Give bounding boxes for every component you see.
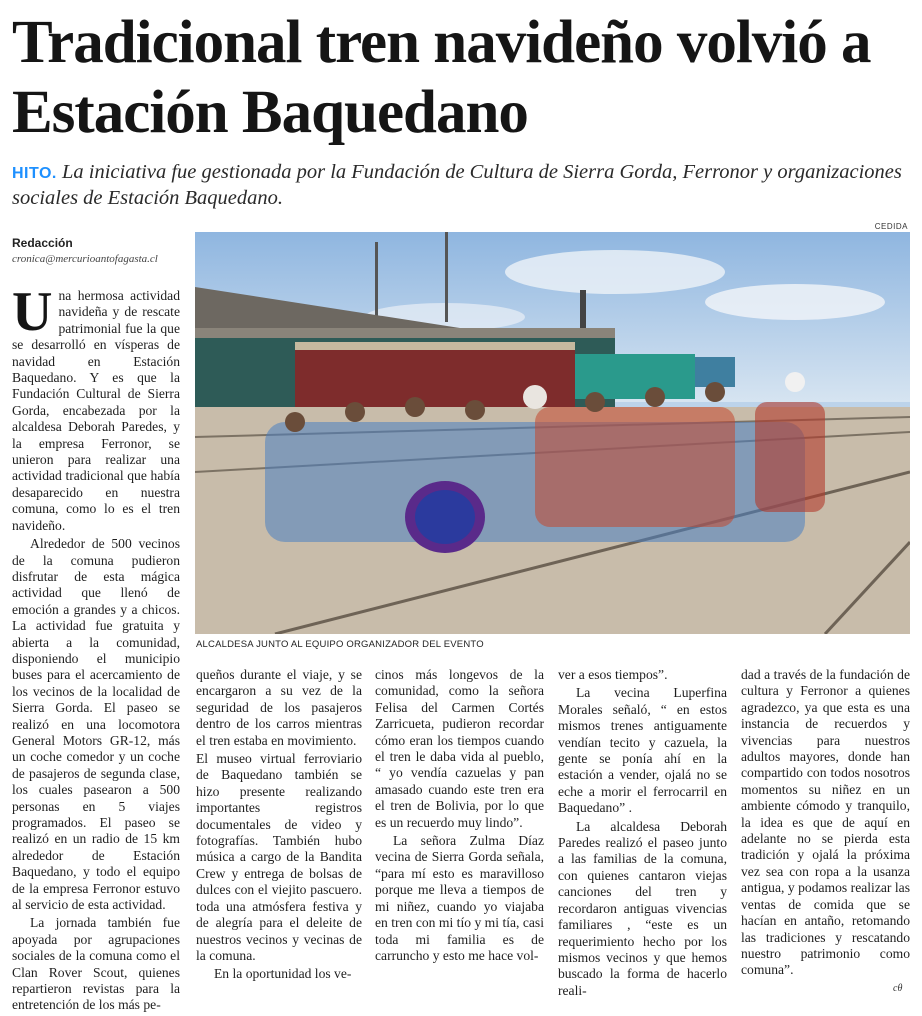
- paragraph-4: queños durante el viaje, y se encargaron a su vez de la seguridad de los pasajeros dentro de los carros mientras el tren estaba en movimiento.: [196, 667, 362, 748]
- paragraph-6: En la oportunidad los ve-: [214, 966, 352, 982]
- paragraph-1: Una hermosa actividad navideña y de rescate patrimonial fue la que se desarrolló en vísperas de navidad en Estación Baquedano. Y es que la Fundación Cultural de Sierra Gorda, encabezada por la alcaldesa Deborah Paredes, y la empresa Ferronor, se unieron para realizar una actividad tradicional que había desaparecido en nuestra comuna, como lo es el tren navideño.: [12, 281, 180, 533]
- author-email[interactable]: cronica@mercurioantofagasta.cl: [12, 253, 158, 265]
- column-1: [12, 281, 180, 1016]
- paragraph-5: El museo virtual ferroviario de Baquedano también se hizo presente realizando importantes registros documentales de video y fotografías. También hubo música a cargo de la Bandita Crew y entrega de bolsas de dulces con el viejito pascuero. toda una atmósfera festiva y de alegría para el deleite de nuestros vecinos y vecinas de la comuna.: [196, 751, 362, 963]
- photo-caption: ALCALDESA JUNTO AL EQUIPO ORGANIZADOR DEL EVENTO: [196, 639, 484, 650]
- column-3: [375, 667, 544, 966]
- paragraph-9: ver a esos tiempos”.: [558, 667, 668, 682]
- paragraph-8: La señora Zulma Díaz vecina de Sierra Gorda señala, “para mí esto es maravilloso porque me lleva a tiempos de mi niñez, cuando yo viajaba en tren con mi tío y mi tía, casi toda mi familia es de carruncho y esto me hace vol-: [375, 833, 544, 963]
- deck: [12, 160, 912, 211]
- paragraph-12: dad a través de la fundación de cultura y Ferronor a quienes agradezco, ya que esta es una instancia de recuerdos y vivencias para nuestros adultos mayores, donde han compartido con todos nosotros momentos su niñez en un ambiente cómodo y tranquilo, la idea es que de aquí en adelante no se pierda esta tradición y ojalá la próxima vez sea con ropa a la usanza antigua, y podamos realizar las ventas de comida que se hacían en antaño, retomando las tradiciones y rescatando nuestro patrimonio como comuna”.: [741, 667, 910, 978]
- article-photo: [195, 232, 910, 634]
- column-2: [196, 667, 362, 985]
- kicker: HITO.: [12, 165, 57, 182]
- paragraph-7: cinos más longevos de la comunidad, como la señora Felisa del Carmen Cortés Zarricueta, pudieron recordar cómo eran los tiempos cuando el tren le daba vida al pueblo, “ yo vendía cazuelas y pan amasado cuando este tren era el tren de Bolivia, por lo que es un recuerdo muy lindo”.: [375, 667, 544, 830]
- photo-credit: CEDIDA: [874, 222, 908, 231]
- column-4: [558, 667, 727, 1001]
- paragraph-2: Alrededor de 500 vecinos de la comuna pudieron disfrutar de esta mágica actividad que llenó de emoción a grandes y a chicos. La actividad fue gratuita y abierta a la comunidad, disponiendo el municipio buses para el acercamiento de los vecinos de la localidad de Sierra Gorda. El paseo se realizó en una locomotora General Motors GR-12, más un coche comedor y un coche de pasajeros de segunda clase, los cuales pasearon a 500 personas en 5 viajes programados. El paseo se realizó en un radio de 15 km alrededor de Estación Baquedano, y todo el equipo de la empresa Ferronor estuvo al servicio de esta actividad.: [12, 536, 180, 913]
- drop-cap: U: [12, 281, 53, 343]
- photo-illustration: [195, 232, 910, 634]
- end-mark: cθ: [893, 983, 903, 994]
- deck-text: La iniciativa fue gestionada por la Fundación de Cultura de Sierra Gorda, Ferronor y organizaciones sociales de Estación Baquedano.: [12, 161, 902, 209]
- author: Redacción: [12, 236, 73, 250]
- paragraph-11: La alcaldesa Deborah Paredes realizó el paseo junto a las familias de la comuna, con quienes cantaron viejas canciones del tren y recordaron antiguas vivencias familiares , “este es un requerimiento hecho por los mismos vecinos y que hemos buscado la forma de hacerlo reali-: [558, 818, 727, 998]
- paragraph-3: La jornada también fue apoyada por agrupaciones sociales de la comuna como el Clan Rover Scout, quienes repartieron revistas para la entretención de los más pe-: [12, 915, 180, 1013]
- paragraph-10: La vecina Luperfina Morales señaló, “ en estos mismos trenes antiguamente vendían tecito y cazuela, la gente se ponía ahí en la estación a vender, ojalá no se eche a morir el ferrocarril en Baquedano” .: [558, 685, 727, 816]
- column-5: [741, 667, 910, 981]
- headline: Tradicional tren navideño volvió a Estación Baquedano: [12, 9, 871, 146]
- byline: [12, 236, 182, 265]
